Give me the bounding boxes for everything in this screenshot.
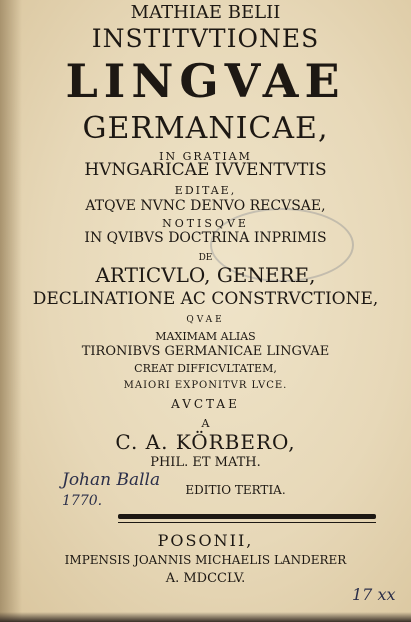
auctae-line: AVCTAE: [171, 397, 240, 411]
page-bottom-edge: [0, 612, 411, 622]
owner-year: 1770.: [62, 493, 103, 509]
articulo-line: ARTICVLO, GENERE,: [95, 263, 316, 287]
title-line-1: INSTITVTIONES: [91, 24, 320, 53]
quae-line: QVAE: [186, 315, 225, 325]
declinatione-line: DECLINATIONE AC CONSTRVCTIONE,: [32, 289, 379, 309]
divider-rule-thick: [118, 514, 376, 519]
editae-line: EDITAE,: [174, 184, 237, 197]
maiori-line: MAIORI EXPONITVR LVCE.: [123, 380, 288, 391]
year-line: A. MDCCLV.: [165, 571, 246, 586]
a-line: A: [201, 417, 210, 430]
de-line: DE: [198, 253, 213, 263]
impensis-line: IMPENSIS JOANNIS MICHAELIS LANDERER: [64, 553, 347, 567]
owner-signature: Johan Balla: [62, 470, 161, 490]
title-line-2: LINGVAE: [65, 54, 346, 108]
korbero-line: C. A. KÖRBERO,: [115, 430, 296, 454]
tironibus-line: TIRONIBVS GERMANICAE LINGVAE: [81, 344, 330, 359]
in-quibus-line: IN QVIBVS DOCTRINA INPRIMIS: [84, 230, 327, 246]
divider-rule-thin: [118, 522, 376, 523]
title-line-3: GERMANICAE,: [82, 111, 329, 146]
posonii-line: POSONII,: [157, 531, 254, 550]
creat-line: CREAT DIFFICVLTATEM,: [134, 362, 277, 375]
hungaricae-line: HVNGARICAE IVVENTVTIS: [84, 160, 327, 180]
atque-line: ATQVE NVNC DENVO RECVSAE,: [85, 198, 326, 214]
notisque-line: NOTISQVE: [162, 217, 249, 230]
editio-line: EDITIO TERTIA.: [185, 483, 286, 497]
corner-note: 17 xx: [352, 585, 396, 604]
author-line: MATHIAE BELII: [130, 2, 281, 23]
phil-line: PHIL. ET MATH.: [150, 455, 261, 470]
maximam-line: MAXIMAM ALIAS: [155, 330, 256, 343]
in-gratiam-line: IN GRATIAM: [159, 150, 252, 163]
